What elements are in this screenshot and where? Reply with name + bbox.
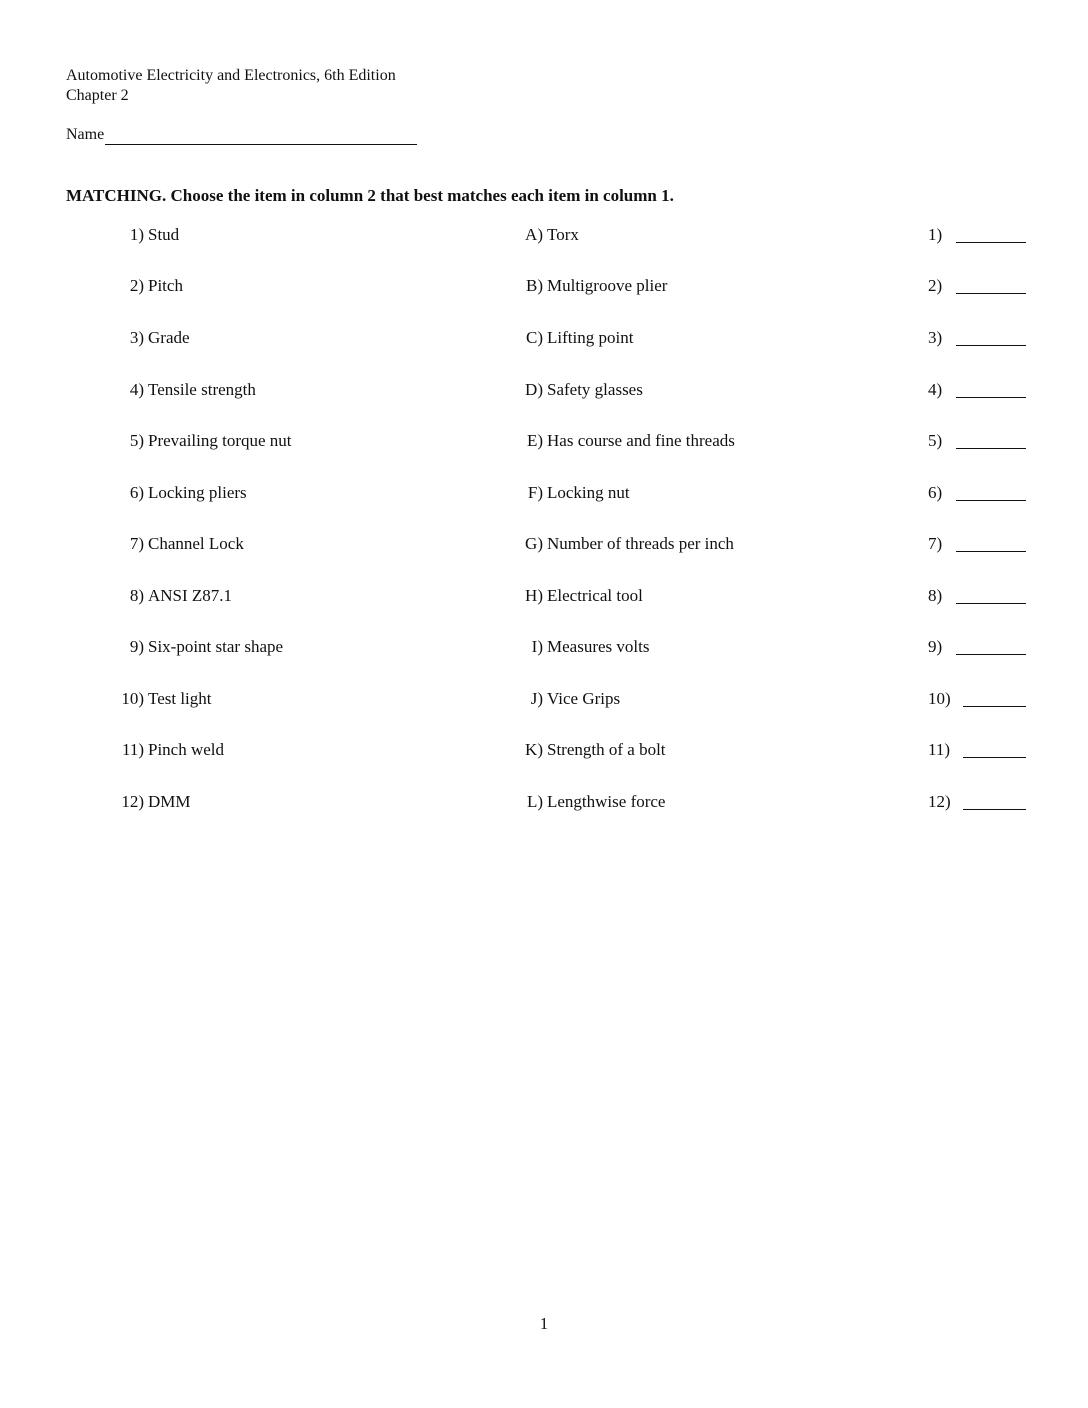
answer-blank-line[interactable] <box>956 500 1026 501</box>
answer-text: Safety glasses <box>547 380 643 399</box>
question-number: 2) <box>129 276 144 295</box>
question-text: Locking pliers <box>148 483 247 502</box>
answer-blank-line[interactable] <box>956 551 1026 552</box>
question-text: Prevailing torque nut <box>148 431 292 450</box>
answer-blank-number: 2) <box>928 276 943 295</box>
matching-row <box>0 583 1088 609</box>
question-text: Channel Lock <box>148 534 244 553</box>
answer-blank-number: 4) <box>928 380 943 399</box>
matching-row <box>0 325 1088 351</box>
question-text: Grade <box>148 328 190 347</box>
answer-blank-number: 12) <box>928 792 951 811</box>
matching-row <box>0 686 1088 712</box>
answer-letter: I) <box>531 637 543 656</box>
matching-row <box>0 480 1088 506</box>
question-number: 8) <box>129 586 144 605</box>
question-number: 12) <box>121 792 144 811</box>
book-title: Automotive Electricity and Electronics, 6th Edition <box>66 67 396 84</box>
answer-text: Lengthwise force <box>547 792 666 811</box>
answer-letter: C) <box>526 328 543 347</box>
answer-text: Measures volts <box>547 637 650 656</box>
answer-letter: K) <box>525 740 543 759</box>
answer-text: Number of threads per inch <box>547 534 734 553</box>
matching-row <box>0 428 1088 454</box>
question-text: Six-point star shape <box>148 637 284 656</box>
answer-blank-line[interactable] <box>956 293 1026 294</box>
answer-text: Lifting point <box>547 328 634 347</box>
question-number: 1) <box>129 225 144 244</box>
answer-letter: G) <box>525 534 543 553</box>
answer-letter: B) <box>526 276 543 295</box>
question-number: 10) <box>121 689 144 708</box>
question-number: 5) <box>129 431 144 450</box>
answer-text: Vice Grips <box>547 689 621 708</box>
question-number: 11) <box>121 740 144 759</box>
answer-blank-line[interactable] <box>956 242 1026 243</box>
answer-blank-line[interactable] <box>963 757 1026 758</box>
answer-text: Strength of a bolt <box>547 740 666 759</box>
matching-row <box>0 222 1088 248</box>
matching-row <box>0 737 1088 763</box>
answer-blank-line[interactable] <box>956 345 1026 346</box>
answer-blank-line[interactable] <box>956 603 1026 604</box>
question-text: Pitch <box>148 276 183 295</box>
question-text: DMM <box>148 792 191 811</box>
question-number: 7) <box>129 534 144 553</box>
answer-text: Locking nut <box>547 483 630 502</box>
answer-blank-line[interactable] <box>963 809 1026 810</box>
answer-letter: H) <box>525 586 543 605</box>
matching-row <box>0 273 1088 299</box>
answer-text: Torx <box>547 225 579 244</box>
answer-blank-number: 9) <box>928 637 943 656</box>
answer-letter: J) <box>530 689 543 708</box>
answer-letter: D) <box>525 380 543 399</box>
answer-blank-line[interactable] <box>956 397 1026 398</box>
question-text: ANSI Z87.1 <box>148 586 233 605</box>
matching-row <box>0 531 1088 557</box>
answer-letter: L) <box>526 792 543 811</box>
question-text: Test light <box>148 689 212 708</box>
answer-blank-number: 5) <box>928 431 943 450</box>
answer-blank-line[interactable] <box>956 654 1026 655</box>
answer-blank-line[interactable] <box>956 448 1026 449</box>
question-number: 4) <box>129 380 144 399</box>
answer-blank-number: 3) <box>928 328 943 347</box>
question-text: Pinch weld <box>148 740 225 759</box>
matching-row <box>0 789 1088 815</box>
question-text: Stud <box>148 225 180 244</box>
answer-blank-line[interactable] <box>963 706 1026 707</box>
answer-blank-number: 6) <box>928 483 943 502</box>
answer-letter: E) <box>526 431 543 450</box>
page-number: 1 <box>539 1314 549 1333</box>
answer-letter: F) <box>527 483 543 502</box>
answer-blank-number: 8) <box>928 586 943 605</box>
answer-blank-number: 7) <box>928 534 943 553</box>
question-text: Tensile strength <box>148 380 256 399</box>
chapter-label: Chapter 2 <box>66 87 129 104</box>
question-number: 9) <box>129 637 144 656</box>
answer-text: Multigroove plier <box>547 276 668 295</box>
name-label: Name <box>66 126 105 143</box>
answer-blank-number: 11) <box>928 740 951 759</box>
question-number: 6) <box>129 483 144 502</box>
answer-text: Has course and fine threads <box>547 431 735 450</box>
answer-blank-number: 10) <box>928 689 951 708</box>
name-input-line[interactable] <box>105 126 417 145</box>
matching-row <box>0 377 1088 403</box>
question-number: 3) <box>129 328 144 347</box>
name-field-row <box>66 125 417 145</box>
answer-text: Electrical tool <box>547 586 643 605</box>
answer-letter: A) <box>525 225 543 244</box>
matching-row <box>0 634 1088 660</box>
answer-blank-number: 1) <box>928 225 943 244</box>
matching-instructions: MATCHING. Choose the item in column 2 that best matches each item in column 1. <box>66 186 674 205</box>
